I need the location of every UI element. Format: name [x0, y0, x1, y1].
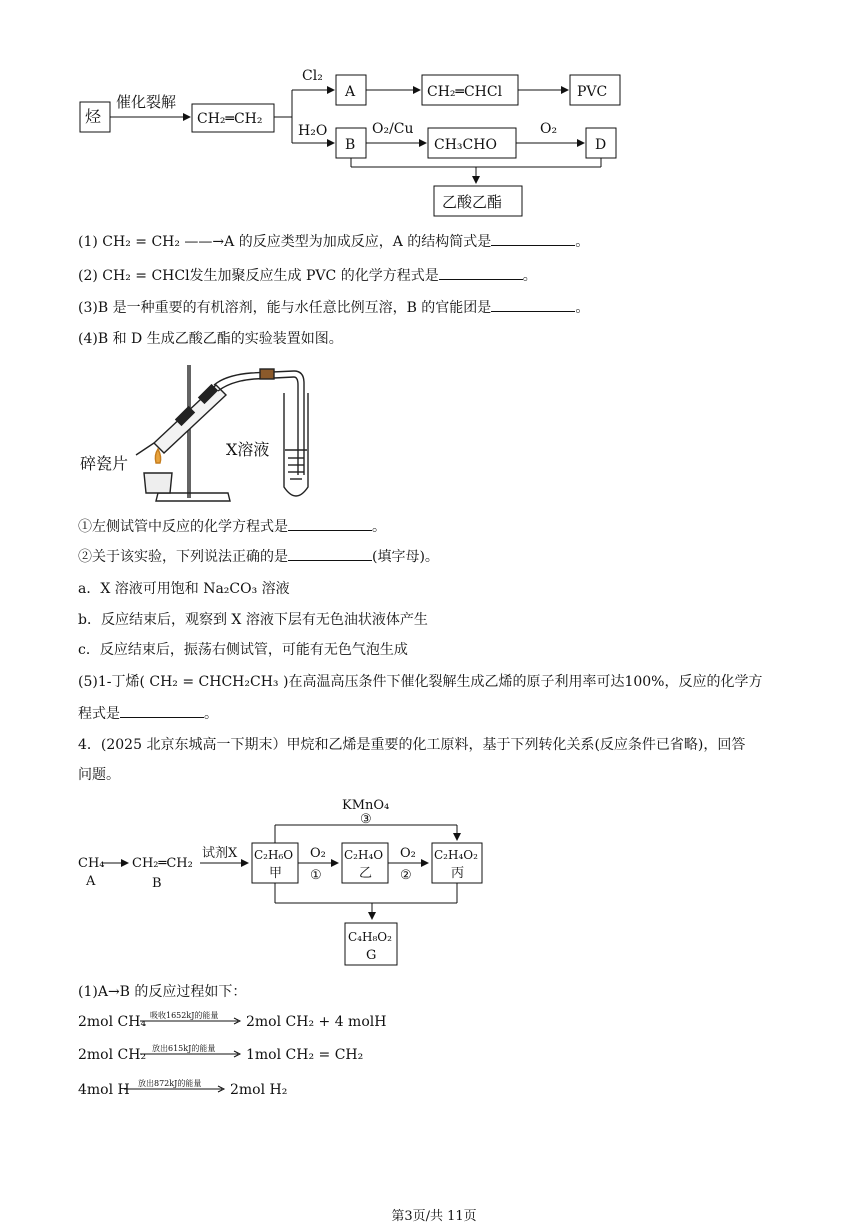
answer-blank [288, 548, 372, 561]
eq2-left: 2mol CH₂ [78, 1047, 147, 1063]
energy-equations [76, 1008, 436, 1108]
pvc-label: PVC [577, 84, 608, 100]
b-label: B [345, 137, 356, 153]
q3-part2-end: 。 [522, 268, 537, 284]
acetaldehyde-label: CH₃CHO [434, 137, 497, 153]
apparatus-illustration [76, 355, 336, 510]
q3-part5-cont [78, 705, 218, 723]
answer-blank [120, 705, 204, 718]
q3-part2 [78, 267, 537, 285]
ethene-label: CH₂═CH₂ [197, 111, 263, 127]
jia-formula: C₂H₆O [254, 848, 294, 862]
d-label: D [595, 137, 607, 153]
ethyl-acetate-label: 乙酸乙酯 [442, 193, 503, 211]
cracking-label: 催化裂解 [116, 93, 177, 111]
q3-part2-text: (2) CH₂ = CHCl发生加聚反应生成 PVC 的化学方程式是 [78, 268, 439, 284]
q3-part5: (5)1-丁烯( CH₂ = CHCH₂CH₃ )在高温高压条件下催化裂解生成乙烯的原子利用率可达100%，反应的化学方 [78, 674, 763, 690]
yi-formula: C₂H₄O [344, 848, 384, 862]
x-solution-label: X溶液 [226, 440, 270, 459]
eq3-condition: 放出872kJ的能量 [138, 1079, 202, 1088]
eq1-condition: 吸收1652kJ的能量 [150, 1011, 219, 1020]
reaction-scheme-2 [72, 795, 492, 970]
q3-part1-text: (1) CH₂ = CH₂ ——→A 的反应类型为加成反应，A 的结构简式是 [78, 234, 492, 250]
kmno4-label: KMnO₄ [342, 798, 390, 813]
g-formula: C₄H₈O₂ [348, 930, 392, 944]
reagent-x-label: 试剂X [202, 846, 238, 861]
cl2-label: Cl₂ [302, 68, 323, 84]
eq1-left: 2mol CH₄ [78, 1014, 147, 1030]
circle-2-label: ② [400, 868, 412, 883]
eq2-right: 1mol CH₂ = CH₂ [246, 1047, 364, 1063]
node-a-label: A [86, 874, 96, 889]
start-label: 烃 [85, 107, 102, 126]
q3-sub1-end: 。 [372, 519, 386, 535]
o2-label: O₂ [540, 121, 558, 137]
q3-sub2 [78, 548, 439, 566]
q3-sub1-text: ①左侧试管中反应的化学方程式是 [78, 519, 288, 535]
option-c: c．反应结束后，振荡右侧试管，可能有无色气泡生成 [78, 642, 408, 658]
reaction-scheme-1 [70, 55, 630, 225]
q3-sub2-end: (填字母)。 [372, 549, 439, 565]
eq3-right: 2mol H₂ [230, 1082, 288, 1098]
vinyl-chloride-label: CH₂═CHCl [427, 84, 503, 100]
chips-label: 碎瓷片 [80, 454, 129, 473]
q3-part1 [78, 233, 589, 251]
circle-3-label: ③ [360, 812, 372, 827]
o2cu-label: O₂/Cu [372, 121, 414, 137]
ch4-label: CH₄ [78, 856, 105, 871]
q3-part4: (4)B 和 D 生成乙酸乙酯的实验装置如图。 [78, 331, 343, 347]
jia-label: 甲 [269, 866, 283, 881]
q3-part1-end: 。 [575, 234, 590, 250]
option-a: a．X 溶液可用饱和 Na₂CO₃ 溶液 [78, 581, 290, 597]
eq3-left: 4mol H [78, 1082, 130, 1098]
circle-1-label: ① [310, 868, 322, 883]
q3-sub1 [78, 518, 386, 536]
o2-label-2: O₂ [400, 846, 416, 861]
q3-part3-text: (3)B 是一种重要的有机溶剂，能与水任意比例互溶，B 的官能团是 [78, 300, 492, 316]
answer-blank [288, 518, 372, 531]
page-footer: 第3页/共 11页 [391, 1209, 477, 1224]
q4-part1: (1)A→B 的反应过程如下： [78, 984, 247, 1000]
ethene-label-2: CH₂═CH₂ [132, 856, 193, 871]
q3-part3-end: 。 [575, 300, 590, 316]
answer-blank [491, 299, 575, 312]
answer-blank [491, 233, 575, 246]
q4-intro-cont: 问题。 [78, 767, 120, 783]
o2-label-1: O₂ [310, 846, 326, 861]
node-b-label: B [152, 876, 162, 891]
answer-blank [439, 267, 523, 280]
eq1-right: 2mol CH₂ + 4 molH [246, 1014, 387, 1030]
bing-label: 丙 [451, 866, 465, 881]
bing-formula: C₂H₄O₂ [434, 848, 478, 862]
h2o-label: H₂O [298, 123, 328, 139]
q3-sub2-text: ②关于该实验，下列说法正确的是 [78, 549, 288, 565]
q3-part5-cont-end: 。 [204, 706, 218, 722]
q3-part5-cont-text: 程式是 [78, 706, 120, 722]
yi-label: 乙 [359, 866, 373, 881]
q4-intro: 4．(2025 北京东城高一下期末）甲烷和乙烯是重要的化工原料，基于下列转化关系(反应条件已省略)，回答 [78, 737, 746, 753]
eq2-condition: 放出615kJ的能量 [152, 1044, 216, 1053]
q3-part3 [78, 299, 589, 317]
a-label: A [345, 84, 356, 100]
option-b: b．反应结束后，观察到 X 溶液下层有无色油状液体产生 [78, 612, 428, 628]
g-label: G [366, 948, 377, 963]
